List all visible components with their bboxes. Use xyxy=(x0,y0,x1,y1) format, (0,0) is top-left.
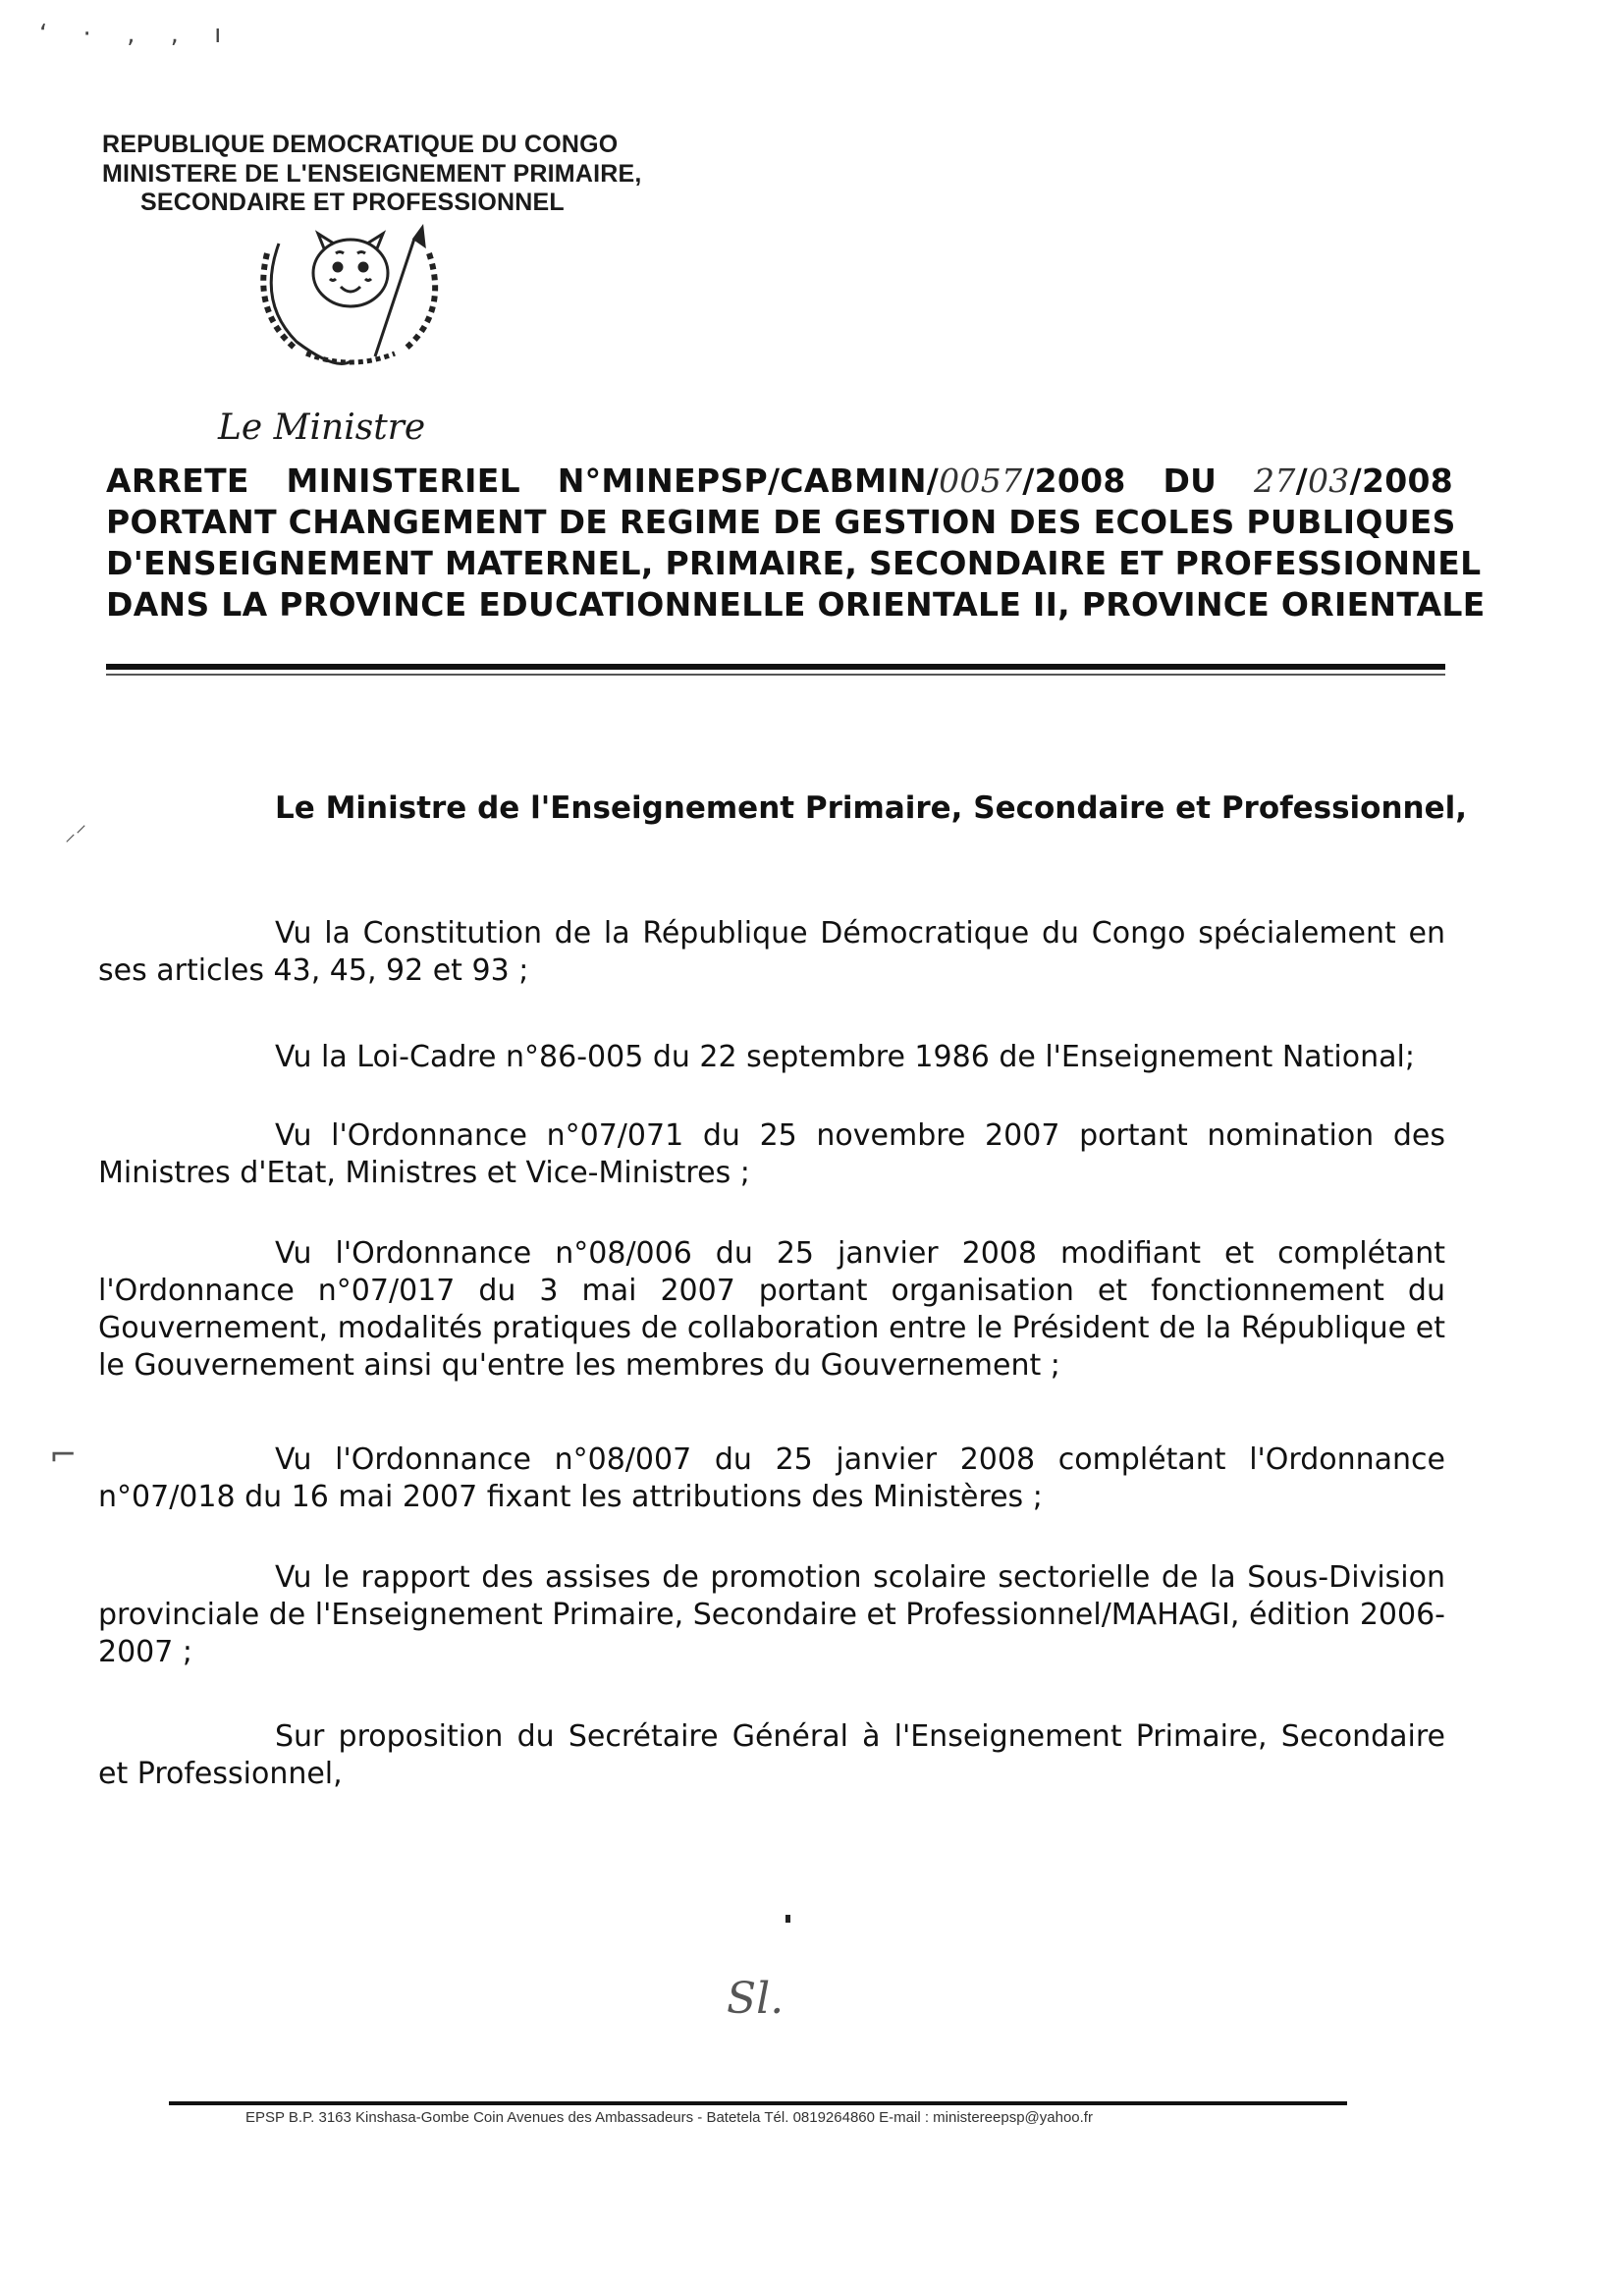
footer-rule xyxy=(169,2101,1347,2105)
letterhead-country: REPUBLIQUE DEMOCRATIQUE DU CONGO xyxy=(102,131,619,158)
decree-title-line-4: DANS LA PROVINCE EDUCATIONNELLE ORIENTALE II, PROVINCE ORIENTALE xyxy=(106,585,1486,624)
scan-specks: ‘ · ‚ , ı xyxy=(39,20,236,49)
ink-dot xyxy=(785,1915,790,1923)
paragraph-proposition: Sur proposition du Secrétaire Général à l'Enseignement Primaire, Secondaire et Professionnel, xyxy=(98,1719,1445,1791)
letterhead-ministry: MINISTERE DE L'ENSEIGNEMENT PRIMAIRE, xyxy=(102,160,642,188)
handwritten-day: 27 xyxy=(1254,462,1296,500)
addressee-heading: Le Ministre de l'Enseignement Primaire, Secondaire et Professionnel, xyxy=(275,790,1468,826)
signature-heading: Le Ministre xyxy=(218,408,426,448)
margin-mark: ⌐ xyxy=(49,1436,78,1475)
title-rule xyxy=(106,664,1445,670)
footer-contact: EPSP B.P. 3163 Kinshasa-Gombe Coin Avenues des Ambassadeurs - Batetela Tél. 0819264860 E-mail : ministereepsp@yahoo.fr xyxy=(245,2109,1093,2126)
handwritten-number: 0057 xyxy=(939,462,1023,500)
coat-of-arms-emblem xyxy=(228,224,473,381)
margin-mark: ⸝⸍ xyxy=(65,822,87,846)
decree-title-line-3: D'ENSEIGNEMENT MATERNEL, PRIMAIRE, SECONDAIRE ET PROFESSIONNEL xyxy=(106,544,1482,582)
paragraph-loi-cadre: Vu la Loi-Cadre n°86-005 du 22 septembre 1986 de l'Enseignement National; xyxy=(275,1040,1415,1074)
paragraph-rapport: Vu le rapport des assises de promotion scolaire sectorielle de la Sous-Division provinciale de l'Enseignement Primaire, Secondaire et Professionnel/MAHAGI, édition 2006-2007 ; xyxy=(98,1560,1445,1669)
paragraph-ordonnance-006: Vu l'Ordonnance n°08/006 du 25 janvier 2008 modifiant et complétant l'Ordonnance n°07/017 du 3 mai 2007 portant organisation et fonctionnement du Gouvernement, modalités pratiques de collaboration entre le Président de la République et le Gouvernement ainsi qu'entre les membres du Gouvernement ; xyxy=(98,1236,1445,1383)
paragraph-ordonnance-007: Vu l'Ordonnance n°08/007 du 25 janvier 2008 complétant l'Ordonnance n°07/018 du 16 mai 2007 fixant les attributions des Ministères ; xyxy=(98,1442,1445,1514)
handwritten-initials: Sl. xyxy=(727,1974,785,2024)
decree-number-line: ARRETE MINISTERIEL N°MINEPSP/CABMIN/0057/2008 DU 27/03/2008 xyxy=(106,462,1453,500)
paragraph-constitution: Vu la Constitution de la République Démocratique du Congo spécialement en ses articles 43, 45, 92 et 93 ; xyxy=(98,916,1445,988)
handwritten-month: 03 xyxy=(1308,462,1350,500)
letterhead-ministry-cont: SECONDAIRE ET PROFESSIONNEL xyxy=(140,189,565,216)
paragraph-ordonnance-071: Vu l'Ordonnance n°07/071 du 25 novembre 2007 portant nomination des Ministres d'Etat, Ministres et Vice-Ministres ; xyxy=(98,1118,1445,1190)
decree-title-line-2: PORTANT CHANGEMENT DE REGIME DE GESTION DES ECOLES PUBLIQUES xyxy=(106,503,1456,541)
title-rule-thin xyxy=(106,674,1445,676)
